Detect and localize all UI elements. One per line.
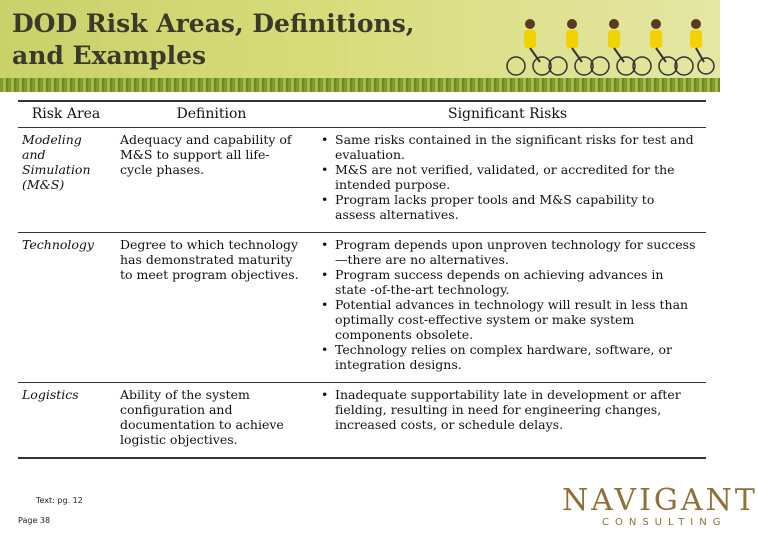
title-line-2: and Examples	[12, 41, 207, 70]
risk-area-cell: Logistics	[18, 382, 114, 458]
risk-item: • Same risks contained in the significant risks for test and evaluation.	[317, 132, 698, 162]
company-logo	[562, 483, 758, 535]
risk-list	[317, 387, 698, 432]
col-header-definition: Definition	[114, 101, 309, 127]
table-header-row	[18, 101, 706, 127]
risk-item: • Program success depends on achieving advances in state -of-the-art technology.	[317, 267, 698, 297]
risk-area-cell: Technology	[18, 232, 114, 382]
table-row	[18, 382, 706, 458]
risk-table	[18, 100, 706, 459]
table-row	[18, 127, 706, 232]
cyclists-illustration	[500, 14, 715, 80]
risks-cell	[309, 382, 706, 458]
table-row	[18, 232, 706, 382]
risks-cell	[309, 127, 706, 232]
logo-sub-text: CONSULTING	[602, 517, 727, 528]
risk-item: • Technology relies on complex hardware, software, or integration designs.	[317, 342, 698, 372]
definition-cell: Ability of the system configuration and documentation to achieve logistic objectives.	[114, 382, 309, 458]
risk-list	[317, 237, 698, 372]
risk-list	[317, 132, 698, 222]
risk-item: • Potential advances in technology will result in less than optimally cost-effective system or make system components obsolete.	[317, 297, 698, 342]
header-band	[0, 0, 720, 92]
grass-strip	[0, 78, 720, 92]
text-reference: Text: pg. 12	[36, 496, 83, 505]
definition-cell: Adequacy and capability of M&S to support all life-cycle phases.	[114, 127, 309, 232]
col-header-significant-risks: Significant Risks	[309, 101, 706, 127]
title-line-1: DOD Risk Areas, Definitions,	[12, 9, 415, 38]
col-header-risk-area: Risk Area	[18, 101, 114, 127]
risks-cell	[309, 232, 706, 382]
risk-area-cell: Modeling and Simulation (M&S)	[18, 127, 114, 232]
risk-item: • Inadequate supportability late in development or after fielding, resulting in need for engineering changes, increased costs, or schedule delays.	[317, 387, 698, 432]
page-title	[12, 8, 414, 72]
page-number: Page 38	[18, 516, 51, 525]
risk-item: • Program lacks proper tools and M&S capability to assess alternatives.	[317, 192, 698, 222]
risk-item: • M&S are not verified, validated, or accredited for the intended purpose.	[317, 162, 698, 192]
risk-item: • Program depends upon unproven technology for success—there are no alternatives.	[317, 237, 698, 267]
logo-main-text: NAVIGANT	[562, 483, 758, 518]
definition-cell: Degree to which technology has demonstrated maturity to meet program objectives.	[114, 232, 309, 382]
